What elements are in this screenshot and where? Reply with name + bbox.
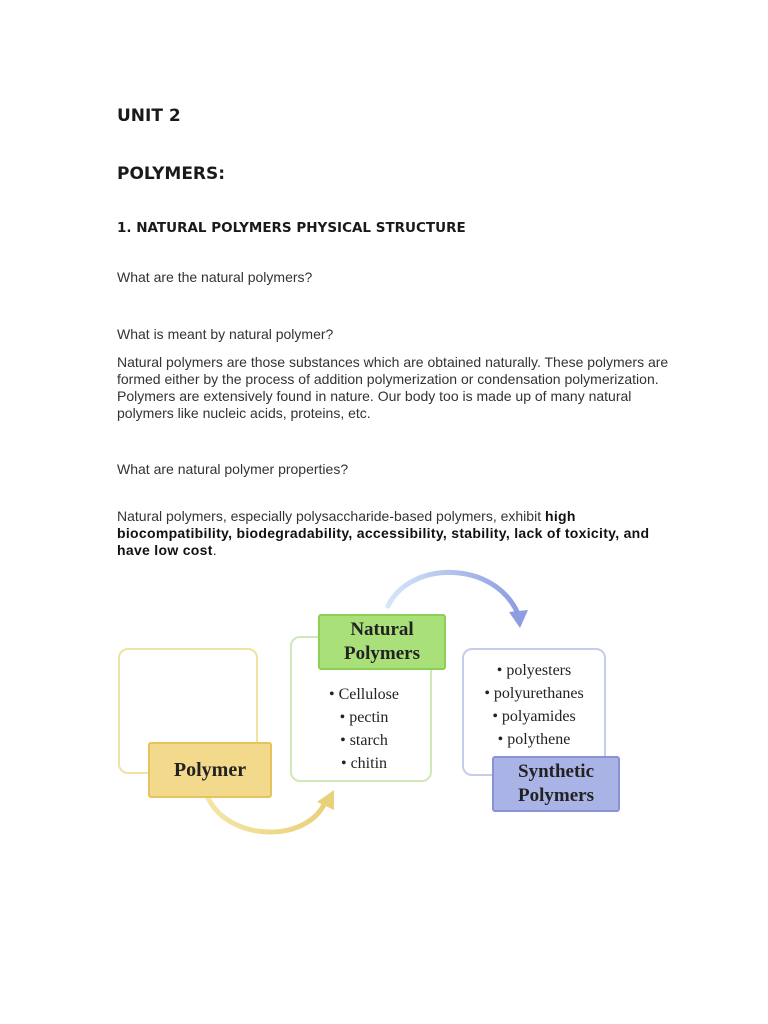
synthetic-item: • polyamides xyxy=(492,708,576,725)
natural-item: • pectin xyxy=(339,709,389,726)
synthetic-item: • polythene xyxy=(497,731,571,748)
synthetic-label-line2: Polymers xyxy=(518,785,594,806)
polymer-label: Polymer xyxy=(173,758,247,781)
synthetic-item: • polyurethanes xyxy=(484,685,584,702)
natural-label-line2: Polymers xyxy=(344,643,420,664)
top-curved-arrow xyxy=(388,572,518,614)
natural-item: • Cellulose xyxy=(328,686,400,703)
properties-intro: Natural polymers, especially polysaccharide-based polymers, exhibit xyxy=(117,508,545,524)
section-heading: 1. NATURAL POLYMERS PHYSICAL STRUCTURE xyxy=(117,220,466,236)
question-meaning: What is meant by natural polymer? xyxy=(117,326,334,342)
bottom-curved-arrow xyxy=(208,798,326,832)
natural-item: • chitin xyxy=(340,755,388,772)
properties-paragraph xyxy=(117,508,657,559)
natural-polymers-list xyxy=(308,683,420,775)
polymer-label-box xyxy=(148,742,272,798)
top-arrow-head xyxy=(509,610,528,628)
question-natural-polymers: What are the natural polymers? xyxy=(117,269,313,285)
definition-paragraph: Natural polymers are those substances which are obtained naturally. These polymers are formed either by the process of addition polymerization or condensation polymerization. Polymers are extensively found in nature. Our body too is made up of many natural polymers like nucleic acids, proteins, etc. xyxy=(117,354,669,421)
question-properties: What are natural polymer properties? xyxy=(117,461,349,477)
synthetic-item: • polyesters xyxy=(496,662,572,679)
natural-polymers-label-box xyxy=(318,614,446,670)
synthetic-label-line1: Synthetic xyxy=(518,761,594,782)
natural-label-line1: Natural xyxy=(350,619,414,640)
properties-end: . xyxy=(212,542,217,558)
properties-bold: high biocompatibility, biodegradability, accessibility, stability, lack of toxicity, and have low cost xyxy=(117,508,650,558)
unit-heading: UNIT 2 xyxy=(117,106,181,126)
natural-item: • starch xyxy=(340,732,388,749)
polymers-heading: POLYMERS: xyxy=(117,164,226,184)
synthetic-polymers-label-box xyxy=(492,756,620,812)
synthetic-polymers-list xyxy=(466,659,602,751)
polymer-classification-diagram xyxy=(110,568,630,838)
